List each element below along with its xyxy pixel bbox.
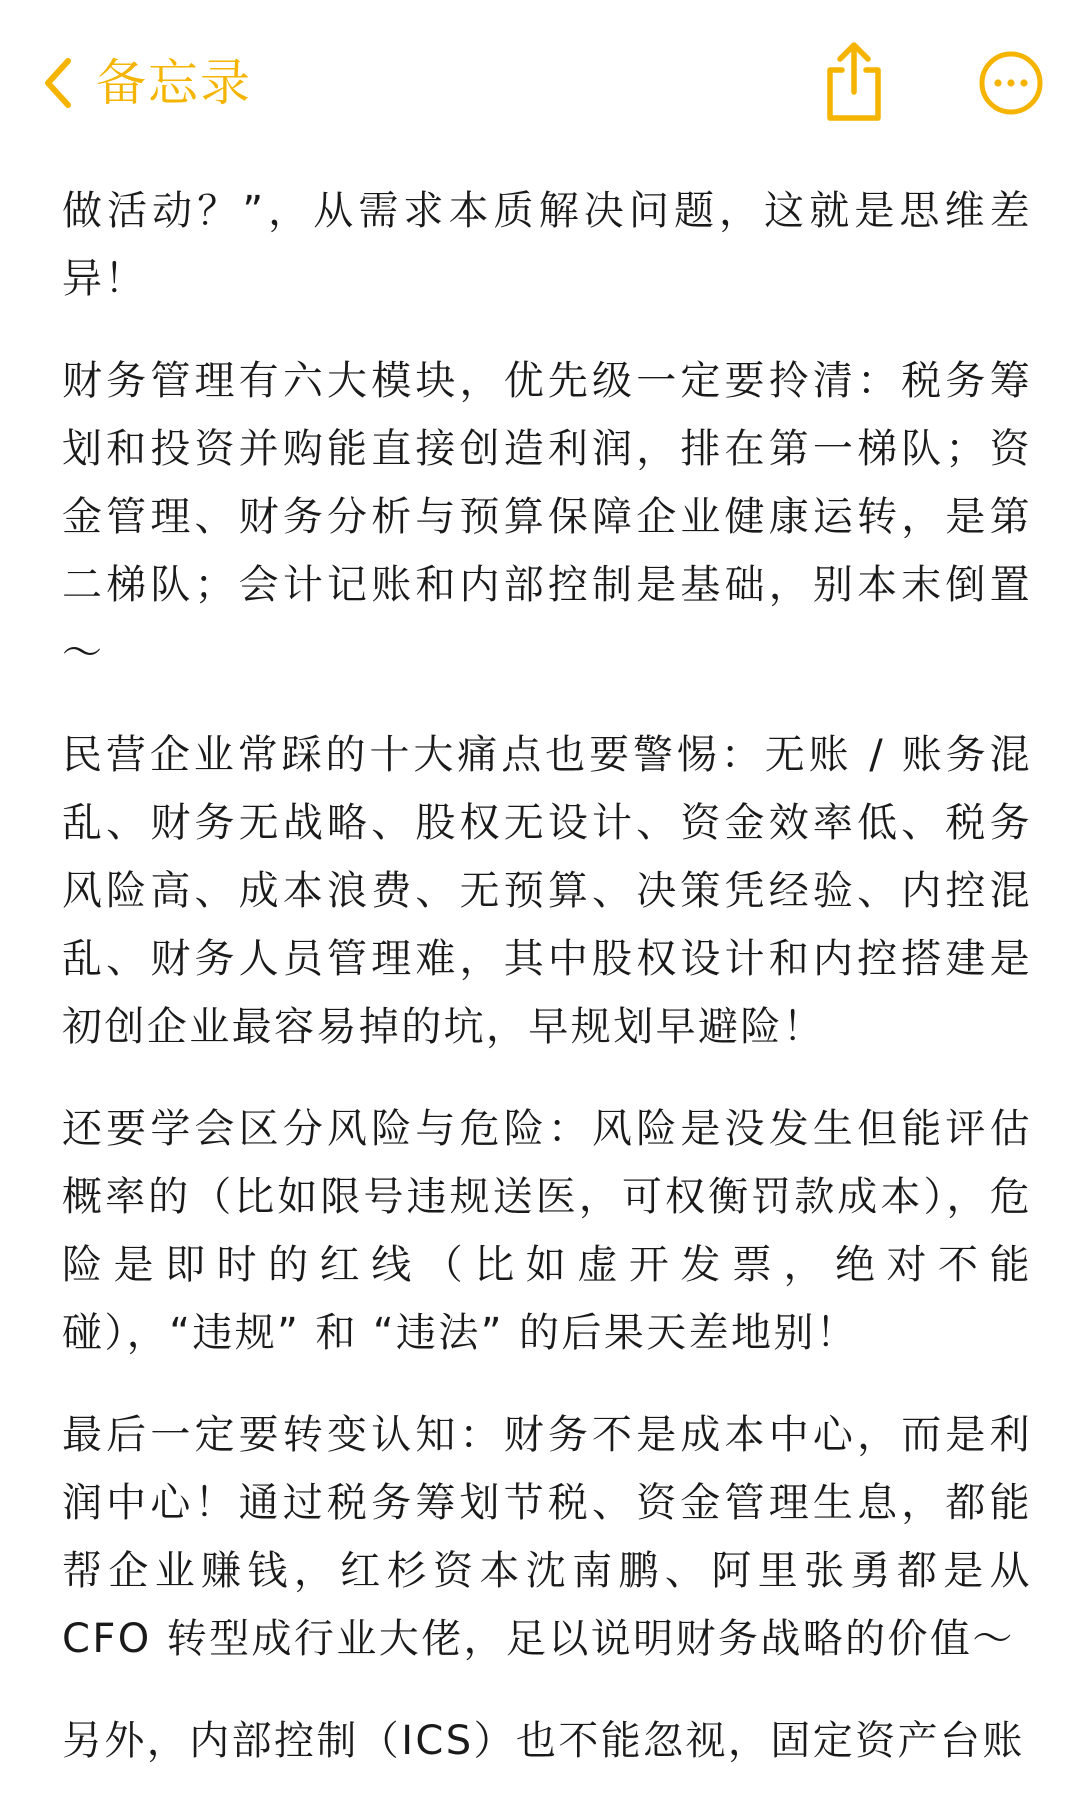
note-paragraph: 财务管理有六大模块，优先级一定要拎清：税务筹划和投资并购能直接创造利润，排在第一梯队；资金管理、财务分析与预算保障企业健康运转，是第二梯队；会计记账和内部控制是基础，别本末倒置～	[62, 358, 1032, 676]
chevron-left-icon	[40, 55, 74, 111]
note-paragraph: 做活动？”，从需求本质解决问题，这就是思维差异！	[62, 188, 1032, 302]
note-paragraph: 还要学会区分风险与危险：风险是没发生但能评估概率的（比如限号违规送医，可权衡罚款成本），危险是即时的红线（比如虚开发票，绝对不能碰），“违规” 和 “违法” 的后果天差地别！	[62, 1106, 1032, 1356]
note-paragraph: 最后一定要转变认知：财务不是成本中心，而是利润中心！通过税务筹划节税、资金管理生息，都能帮企业赚钱，红杉资本沈南鹏、阿里张勇都是从 CFO 转型成行业大佬，足以说明财务战略的价值～	[62, 1412, 1032, 1662]
more-circle-icon[interactable]	[978, 50, 1044, 116]
note-paragraph: 民营企业常踩的十大痛点也要警惕：无账 / 账务混乱、财务无战略、股权无设计、资金效率低、税务风险高、成本浪费、无预算、决策凭经验、内控混乱、财务人员管理难，其中股权设计和内控搭建是初创企业最容易掉的坑，早规划早避险！	[62, 732, 1032, 1050]
share-icon[interactable]	[822, 40, 886, 124]
navigation-bar	[0, 0, 1080, 170]
note-body[interactable]	[62, 177, 1032, 1809]
back-label: 备忘录	[96, 54, 252, 112]
note-paragraph: 另外，内部控制（ICS）也不能忽视，固定资产台账	[62, 1718, 1025, 1764]
back-button[interactable]	[40, 48, 252, 118]
